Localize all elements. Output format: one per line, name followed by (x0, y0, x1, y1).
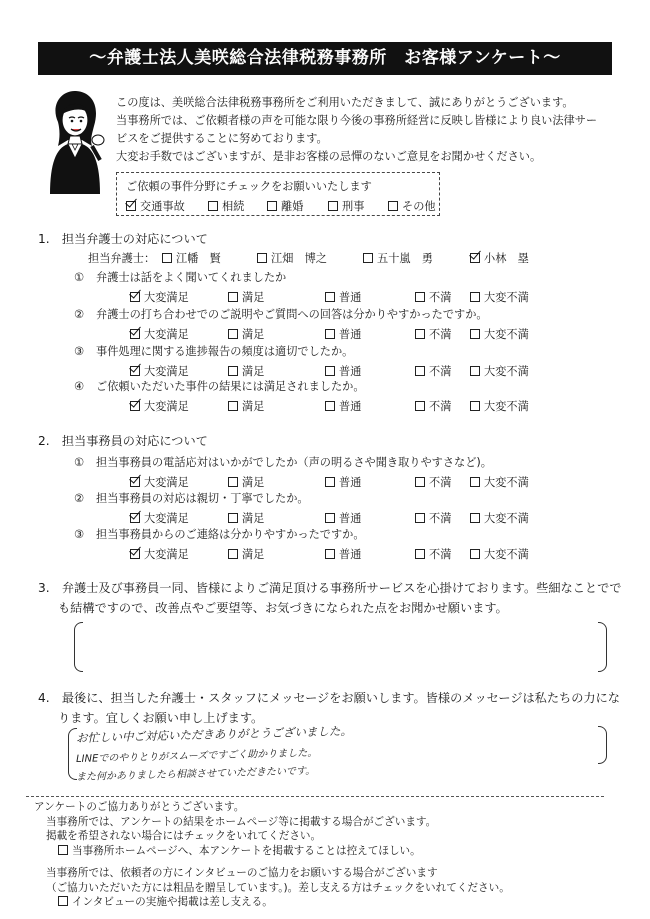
footer-option-no-publish[interactable]: 当事務所ホームページへ、本アンケートを掲載することは控えてほしい。 (34, 844, 510, 859)
checkbox-icon[interactable] (228, 549, 238, 559)
rating-label: 不満 (429, 328, 452, 341)
category-prompt: ご依頼の事件分野にチェックをお願いいたします (126, 180, 372, 193)
rating-option[interactable] (415, 474, 451, 490)
checkbox-icon[interactable] (415, 329, 425, 339)
category-option-other[interactable]: その他 (388, 198, 436, 214)
checkbox-icon[interactable] (325, 401, 335, 411)
question-label: 事件処理に関する進捗報告の頻度は適切でしたか。 (96, 345, 354, 358)
rating-label: 満足 (242, 548, 265, 561)
checkbox-icon[interactable] (325, 477, 335, 487)
checkbox-icon[interactable] (228, 366, 238, 376)
rating-label: 普通 (339, 548, 362, 561)
checkbox-icon[interactable] (470, 253, 480, 263)
checkbox-icon[interactable] (325, 513, 335, 523)
question-text (74, 269, 286, 285)
rating-label: 大変不満 (484, 291, 529, 304)
rating-label: 普通 (339, 400, 362, 413)
question-number: ④ (74, 380, 85, 393)
checkbox-icon[interactable] (58, 896, 68, 906)
staff-illustration-icon (40, 84, 110, 196)
checkbox-icon[interactable] (130, 292, 140, 302)
rating-label: 不満 (429, 291, 452, 304)
rating-label: 満足 (242, 328, 265, 341)
question-label: 弁護士の打ち合わせでのご説明やご質問への回答は分かりやすかったですか。 (96, 308, 488, 321)
checkbox-icon[interactable] (470, 401, 480, 411)
lawyer-option[interactable]: 小林 塁 (470, 250, 529, 266)
rating-option[interactable] (415, 363, 451, 379)
question-text (74, 306, 488, 322)
rating-option[interactable] (325, 546, 361, 562)
checkbox-icon[interactable] (325, 366, 335, 376)
rating-option[interactable] (470, 363, 529, 379)
rating-label: 不満 (429, 548, 452, 561)
question-number: ② (74, 308, 85, 321)
section1-title: 1. 担当弁護士の対応について (38, 232, 208, 246)
checkbox-icon[interactable] (415, 477, 425, 487)
lawyer-option[interactable]: 江幡 賢 (162, 250, 221, 266)
rating-option[interactable] (130, 326, 189, 342)
rating-option[interactable] (325, 398, 361, 414)
checkbox-icon[interactable] (470, 477, 480, 487)
checkbox-icon[interactable] (228, 513, 238, 523)
rating-option[interactable] (470, 474, 529, 490)
section3-text: 3. 弁護士及び事務員一同、皆様によりご満足頂ける事務所サービスを心掛けております。些細なことでで も結構ですので、改善点やご要望等、お気づきになられた点をお聞かせ願います。 (38, 581, 622, 615)
checkbox-icon[interactable] (415, 513, 425, 523)
question-number: ① (74, 456, 85, 469)
checkbox-icon[interactable] (470, 292, 480, 302)
rating-option[interactable] (470, 289, 529, 305)
rating-label: 大変満足 (144, 328, 189, 341)
message-box-right-bracket (598, 726, 607, 764)
checkbox-icon[interactable] (228, 329, 238, 339)
rating-option[interactable] (228, 289, 264, 305)
rating-option[interactable] (325, 289, 361, 305)
checkbox-icon[interactable] (415, 366, 425, 376)
checkbox-icon[interactable] (415, 401, 425, 411)
question-number: ② (74, 492, 85, 505)
checkbox-icon[interactable] (363, 253, 373, 263)
handwritten-line: LINEでのやりとりがスムーズですごく助かりました。 (75, 747, 318, 765)
checkbox-icon[interactable] (267, 201, 277, 211)
category-option-traffic[interactable]: 交通事故 (126, 198, 185, 214)
section2-title: 2. 担当事務員の対応について (38, 434, 208, 448)
checkbox-icon[interactable] (228, 477, 238, 487)
checkbox-icon[interactable] (470, 549, 480, 559)
rating-option[interactable] (228, 326, 264, 342)
question-label: 担当事務員の対応は親切・丁寧でしたか。 (96, 492, 309, 505)
checkbox-icon[interactable] (415, 292, 425, 302)
checkbox-icon[interactable] (470, 329, 480, 339)
rating-label: 大変満足 (144, 476, 189, 489)
checkbox-icon[interactable] (470, 366, 480, 376)
rating-label: 普通 (339, 291, 362, 304)
rating-option[interactable] (325, 510, 361, 526)
rating-option[interactable] (228, 474, 264, 490)
question-number: ③ (74, 345, 85, 358)
rating-option[interactable] (415, 289, 451, 305)
rating-option[interactable] (470, 326, 529, 342)
rating-option[interactable] (130, 398, 189, 414)
question-label: ご依頼いただいた事件の結果には満足されましたか。 (96, 380, 365, 393)
checkbox-icon[interactable] (130, 366, 140, 376)
question-text (74, 343, 353, 359)
checkbox-icon[interactable] (328, 201, 338, 211)
question-text (74, 454, 492, 470)
category-option-inheritance[interactable]: 相続 (208, 198, 244, 214)
rating-label: 普通 (339, 328, 362, 341)
rating-option[interactable] (130, 510, 189, 526)
rating-label: 大変不満 (484, 328, 529, 341)
rating-label: 不満 (429, 400, 452, 413)
rating-label: 満足 (242, 476, 265, 489)
rating-label: 大変満足 (144, 512, 189, 525)
rating-label: 普通 (339, 365, 362, 378)
footer-notes: アンケートのご協力ありがとうございます。 当事務所では、アンケートの結果をホームページ等に掲載する場合がございます。 掲載を希望されない場合にはチェックをいれてください。 当事務所ホームページへ、本アンケートを掲載することは控えてほしい。 当事務所では、依頼者の方にインタビューのご協力をお願いする場合がございます （ご協力いただいた方には粗品を贈呈しています。)。差し支える方はチェックをいれてください。 インタビューの実施や掲載は差し支える。 (34, 801, 510, 908)
checkbox-icon[interactable] (130, 513, 140, 523)
checkbox-icon[interactable] (325, 292, 335, 302)
comment-box-left-bracket (74, 622, 83, 672)
rating-label: 不満 (429, 512, 452, 525)
rating-option[interactable] (228, 398, 264, 414)
rating-label: 不満 (429, 476, 452, 489)
rating-option[interactable] (228, 510, 264, 526)
rating-option[interactable] (325, 474, 361, 490)
checkbox-icon[interactable] (130, 401, 140, 411)
checkbox-icon[interactable] (388, 201, 398, 211)
rating-option[interactable] (470, 546, 529, 562)
lawyer-option[interactable]: 五十嵐 勇 (363, 250, 433, 266)
improvement-comment-area[interactable] (84, 622, 596, 672)
rating-label: 大変満足 (144, 400, 189, 413)
checkbox-icon[interactable] (228, 292, 238, 302)
rating-label: 満足 (242, 365, 265, 378)
handwritten-line: また何かありましたら相談させていただきたいです。 (75, 765, 316, 783)
checkbox-icon[interactable] (470, 513, 480, 523)
intro-text: この度は、美咲総合法律税務事務所をご利用いただきまして、誠にありがとうございます。 当事務所では、ご依頼者様の声を可能な限り今後の事務所経営に反映し皆様により良い法律サー ビスをご提供することに努めております。 大変お手数ではございますが、是非お客様の忌憚のないご意見をお聞かせください。 (116, 96, 598, 163)
checkbox-icon[interactable] (325, 549, 335, 559)
rating-option[interactable] (228, 363, 264, 379)
category-option-divorce[interactable]: 離婚 (267, 198, 303, 214)
question-label: 担当事務員の電話応対はいかがでしたか（声の明るさや聞き取りやすさなど)。 (96, 456, 492, 469)
footer-divider (26, 796, 604, 797)
section4-text: 4. 最後に、担当した弁護士・スタッフにメッセージをお願いします。皆様のメッセージは私たちの力にな ります。宜しくお願い申し上げます。 (38, 691, 620, 725)
question-text (74, 378, 365, 394)
rating-option[interactable] (325, 363, 361, 379)
checkbox-icon[interactable] (130, 329, 140, 339)
comment-box-right-bracket (598, 622, 607, 672)
rating-label: 大変不満 (484, 365, 529, 378)
rating-label: 満足 (242, 512, 265, 525)
handwritten-line: お忙しい中ご対応いただきありがとうございました。 (75, 723, 353, 745)
rating-option[interactable] (470, 510, 529, 526)
question-text (74, 526, 365, 542)
rating-label: 普通 (339, 476, 362, 489)
question-number: ③ (74, 528, 85, 541)
rating-option[interactable] (415, 398, 451, 414)
rating-option[interactable] (470, 398, 529, 414)
rating-label: 満足 (242, 291, 265, 304)
rating-option[interactable] (130, 546, 189, 562)
rating-option[interactable] (325, 326, 361, 342)
question-label: 弁護士は話をよく聞いてくれましたか (96, 271, 287, 284)
checkbox-icon[interactable] (130, 549, 140, 559)
lawyer-option[interactable]: 江畑 博之 (257, 250, 327, 266)
rating-label: 大変不満 (484, 512, 529, 525)
checkbox-icon[interactable] (228, 401, 238, 411)
lawyer-label: 担当弁護士： (88, 252, 156, 265)
rating-option[interactable] (415, 546, 451, 562)
rating-label: 不満 (429, 365, 452, 378)
rating-option[interactable] (130, 289, 189, 305)
rating-option[interactable] (130, 474, 189, 490)
footer-option-no-interview[interactable]: インタビューの実施や掲載は差し支える。 (34, 895, 510, 910)
category-option-criminal[interactable]: 刑事 (328, 198, 364, 214)
checkbox-icon[interactable] (58, 845, 68, 855)
question-label: 担当事務員からのご連絡は分かりやすかったですか。 (96, 528, 365, 541)
rating-option[interactable] (130, 363, 189, 379)
checkbox-icon[interactable] (325, 329, 335, 339)
rating-label: 大変不満 (484, 548, 529, 561)
rating-label: 大変満足 (144, 291, 189, 304)
checkbox-icon[interactable] (257, 253, 267, 263)
rating-option[interactable] (228, 546, 264, 562)
survey-title-banner: ～弁護士法人美咲総合法律税務事務所 お客様アンケート～ (38, 42, 612, 75)
question-text (74, 490, 309, 506)
rating-label: 大変不満 (484, 400, 529, 413)
rating-option[interactable] (415, 510, 451, 526)
checkbox-icon[interactable] (126, 201, 136, 211)
message-area[interactable] (75, 723, 596, 783)
rating-option[interactable] (415, 326, 451, 342)
rating-label: 大変満足 (144, 548, 189, 561)
rating-label: 大変不満 (484, 476, 529, 489)
rating-label: 普通 (339, 512, 362, 525)
checkbox-icon[interactable] (415, 549, 425, 559)
checkbox-icon[interactable] (162, 253, 172, 263)
checkbox-icon[interactable] (208, 201, 218, 211)
rating-label: 満足 (242, 400, 265, 413)
rating-label: 大変満足 (144, 365, 189, 378)
checkbox-icon[interactable] (130, 477, 140, 487)
question-number: ① (74, 271, 85, 284)
